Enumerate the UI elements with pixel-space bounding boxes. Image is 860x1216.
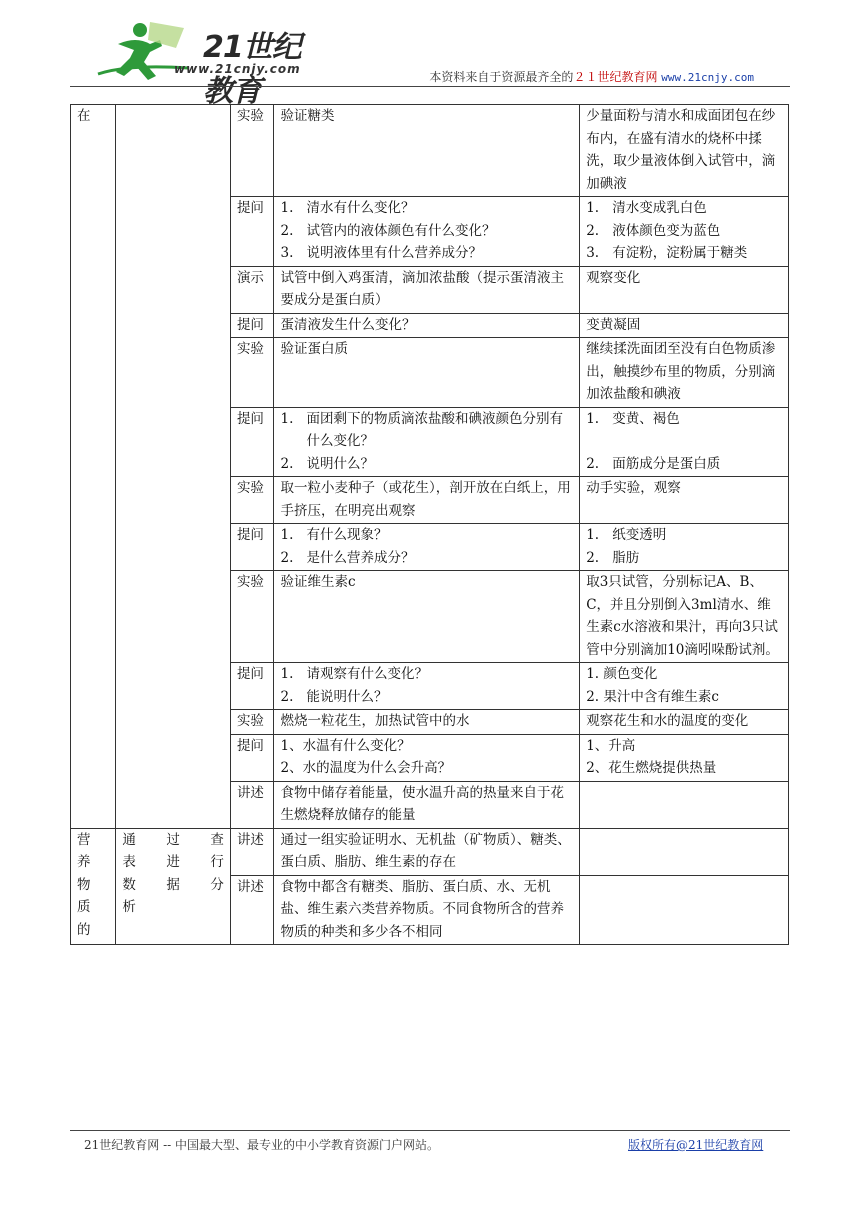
section1-col2 (116, 105, 231, 829)
student-response (580, 875, 789, 945)
activity-content: 燃烧一粒花生，加热试管中的水 (274, 710, 580, 735)
student-response: 变黄凝固 (580, 313, 789, 338)
activity-type: 提问 (230, 524, 274, 571)
footer-divider (70, 1130, 790, 1131)
activity-content: 验证糖类 (274, 105, 580, 197)
section2-col1: 营 养 物 质 的 (71, 828, 116, 945)
site-logo (88, 18, 328, 109)
activity-content: 1. 面团剩下的物质滴浓盐酸和碘液颜色分别有什么变化？ 2. 说明什么？ (274, 407, 580, 477)
table-row (71, 105, 789, 197)
activity-content: 1. 有什么现象？ 2. 是什么营养成分？ (274, 524, 580, 571)
activity-content: 通过一组实验证明水、无机盐（矿物质）、糖类、蛋白质、脂肪、维生素的存在 (274, 828, 580, 875)
activity-content: 食物中都含有糖类、脂肪、蛋白质、水、无机盐、维生素六类营养物质。不同食物所含的营养物质的种类和多少各不相同 (274, 875, 580, 945)
header-divider (70, 86, 790, 87)
student-response: 1. 变黄、褐色 2. 面筋成分是蛋白质 (580, 407, 789, 477)
activity-content: 食物中储存着能量，使水温升高的热量来自于花生燃烧释放储存的能量 (274, 781, 580, 828)
table-row (71, 828, 789, 875)
activity-content: 1. 请观察有什么变化？ 2. 能说明什么？ (274, 663, 580, 710)
page-header (70, 18, 790, 109)
footer-site-description: 21世纪教育网 -- 中国最大型、最专业的中小学教育资源门户网站。 (84, 1138, 440, 1152)
activity-type: 提问 (230, 734, 274, 781)
activity-type: 讲述 (230, 828, 274, 875)
logo-wordmark: 21世纪教育 (203, 30, 301, 109)
activity-content: 验证维生素c (274, 571, 580, 663)
student-response (580, 828, 789, 875)
activity-type: 提问 (230, 663, 274, 710)
activity-type: 提问 (230, 313, 274, 338)
section2-col2: 通过查 表进行 数据分 析 (116, 828, 231, 945)
activity-content: 1、水温有什么变化？ 2、水的温度为什么会升高？ (274, 734, 580, 781)
activity-content: 取一粒小麦种子（或花生），剖开放在白纸上，用手挤压，在明亮出观察 (274, 477, 580, 524)
footer-copyright-link[interactable]: 版权所有@21世纪教育网 (628, 1138, 764, 1152)
student-response: 继续揉洗面团至没有白色物质渗出，触摸纱布里的物质，分别滴加浓盐酸和碘液 (580, 338, 789, 408)
activity-content: 1. 清水有什么变化？ 2. 试管内的液体颜色有什么变化？ 3. 说明液体里有什么营养成分？ (274, 197, 580, 267)
student-response (580, 781, 789, 828)
activity-type: 实验 (230, 710, 274, 735)
student-response: 1. 清水变成乳白色 2. 液体颜色变为蓝色 3. 有淀粉，淀粉属于糖类 (580, 197, 789, 267)
activity-type: 实验 (230, 477, 274, 524)
header-note (429, 68, 754, 85)
student-response: 动手实验，观察 (580, 477, 789, 524)
header-note-prefix: 本资料来自于资源最齐全的 (429, 70, 574, 84)
activity-type: 实验 (230, 571, 274, 663)
activity-content: 试管中倒入鸡蛋清，滴加浓盐酸（提示蛋清液主要成分是蛋白质） (274, 266, 580, 313)
student-response: 少量面粉与清水和成面团包在纱布内，在盛有清水的烧杯中揉洗，取少量液体倒入试管中，滴加碘液 (580, 105, 789, 197)
header-note-site[interactable]: ２１世纪教育网 (573, 70, 658, 84)
lesson-table (70, 104, 789, 945)
activity-type: 演示 (230, 266, 274, 313)
student-response: 观察花生和水的温度的变化 (580, 710, 789, 735)
student-response: 1. 纸变透明 2. 脂肪 (580, 524, 789, 571)
student-response: 观察变化 (580, 266, 789, 313)
activity-type: 讲述 (230, 875, 274, 945)
student-response: 取3只试管，分别标记A、B、C，并且分别倒入3ml清水、维生素c水溶液和果汁，再向3只试管中分别滴加10滴吲哚酚试剂。 (580, 571, 789, 663)
student-response: 1、升高 2、花生燃烧提供热量 (580, 734, 789, 781)
student-response: 1. 颜色变化 2. 果汁中含有维生素c (580, 663, 789, 710)
section1-col1: 在 (71, 105, 116, 829)
logo-url: www.21cnjy.com (174, 62, 301, 76)
activity-type: 提问 (230, 407, 274, 477)
activity-type: 实验 (230, 338, 274, 408)
activity-content: 蛋清液发生什么变化？ (274, 313, 580, 338)
activity-content: 验证蛋白质 (274, 338, 580, 408)
activity-type: 提问 (230, 197, 274, 267)
activity-type: 讲述 (230, 781, 274, 828)
header-note-url[interactable]: www.21cnjy.com (661, 71, 754, 84)
activity-type: 实验 (230, 105, 274, 197)
